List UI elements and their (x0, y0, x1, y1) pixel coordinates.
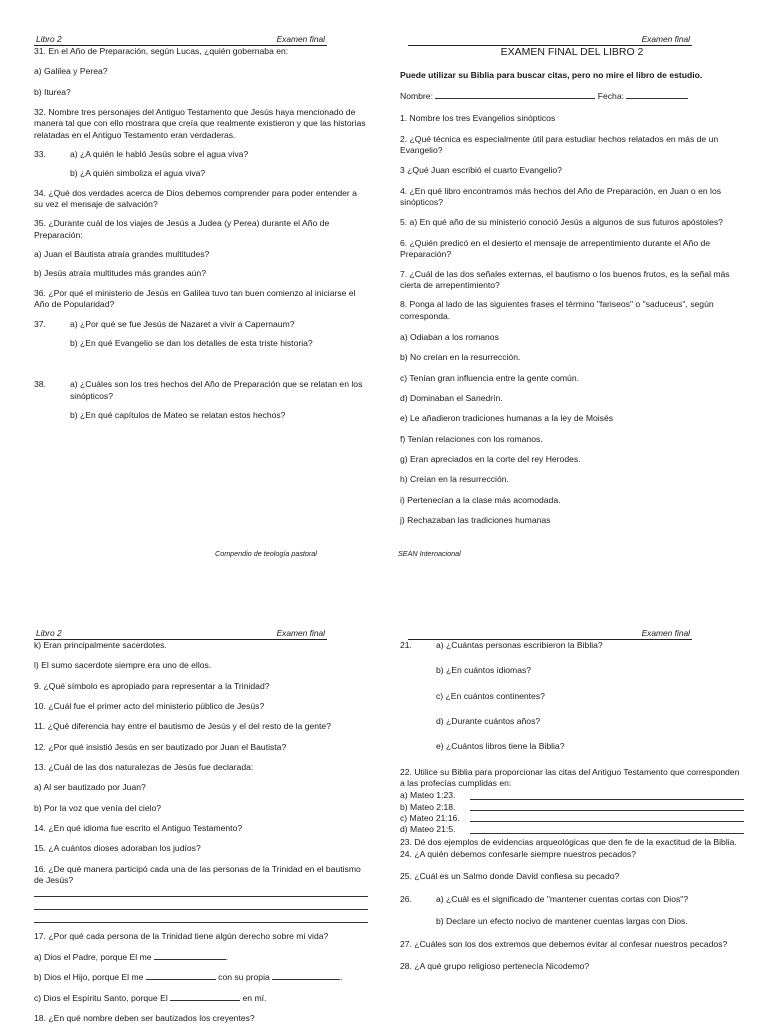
question-7: 7. ¿Cuál de las dos señales externas, el bautismo o los buenos frutos, es la señal más cierta de arrepentimiento? (400, 268, 730, 290)
answer-space (34, 357, 368, 379)
question-31: 31. En el Año de Preparación, según Lucas, ¿quién gobernaba en: (34, 46, 289, 56)
fill-blank[interactable] (170, 993, 240, 1001)
question-25: 25. ¿Cuál es un Salmo donde David confiesa su pecado? (400, 871, 620, 882)
exam-instruction: Puede utilizar su Biblia para buscar citas, pero no mire el libro de estudio. (400, 69, 703, 80)
header-right-label: Examen final (641, 628, 690, 638)
citation-label: d) Mateo 21:5. (400, 824, 456, 835)
exam-page-3 (0, 512, 384, 1024)
question-31-a: a) Galilea y Perea? (34, 66, 108, 77)
question-31-b: b) Iturea? (34, 86, 71, 97)
name-field[interactable] (435, 91, 595, 99)
name-date-row (400, 91, 744, 102)
exam-page-1 (0, 0, 384, 512)
question-text: a) ¿Cuántas personas escribieron la Biblia? (436, 640, 603, 650)
answer-line[interactable] (34, 914, 368, 923)
question-number: 33. (34, 149, 46, 160)
question-38-b: b) ¿En qué capítulos de Mateo se relatan estos hechos? (70, 409, 286, 420)
page-content (400, 640, 744, 980)
question-14: 14. ¿En qué idioma fue escrito el Antiguo Testamento? (34, 823, 243, 834)
citation-row-c (400, 813, 744, 824)
question-13-a: a) Al ser bautizado por Juan? (34, 782, 146, 793)
citation-row-b (400, 802, 744, 813)
question-26-a (400, 894, 744, 905)
question-34: 34. ¿Qué dos verdades acerca de Dios debemos comprender para poder entender a su vez el mensaje de salvación? (34, 187, 357, 210)
question-8-k: k) Eran principalmente sacerdotes. (34, 640, 167, 650)
citation-row-d (400, 824, 744, 835)
citation-field[interactable] (470, 792, 744, 800)
question-18: 18. ¿En qué nombre deben ser bautizados los creyentes? (34, 1012, 255, 1023)
question-38-a (34, 379, 368, 402)
question-37-b: b) ¿En qué Evangelio se dan los detalles de esta triste historia? (70, 337, 313, 348)
page-content (34, 640, 368, 1032)
question-8-l: l) El sumo sacerdote siempre era uno de ellos. (34, 660, 212, 671)
question-17-b: b) Dios el Hijo, porque El me con su propia . (34, 972, 343, 983)
question-12: 12. ¿Por qué insistió Jesús en ser bautizado por Juan el Bautista? (34, 741, 287, 752)
question-8-d: d) Dominaban el Sanedrín. (400, 393, 503, 404)
page-header (408, 34, 692, 46)
page-content (400, 46, 744, 535)
citation-label: c) Mateo 21:16. (400, 813, 460, 824)
question-8-i: i) Pertenecían a la clase más acomodada. (400, 494, 561, 505)
footer-left: Compendio de teología pastoral (215, 549, 317, 558)
question-1: 1. Nombre los tres Evangelios sinópticos (400, 112, 556, 123)
question-9: 9. ¿Qué símbolo es apropiado para representar a la Trinidad? (34, 680, 270, 691)
page-header (34, 628, 327, 640)
question-3: 3 ¿Qué Juan escribió el cuarto Evangelio? (400, 164, 562, 175)
question-text: c) Dios el Espíritu Santo, porque El (34, 992, 168, 1003)
question-8-e: e) Le añadieron tradiciones humanas a la ley de Moisés (400, 413, 614, 424)
question-8-b: b) No creían en la resurrección. (400, 352, 521, 363)
question-33-a (34, 149, 368, 160)
question-text: a) ¿A quién le habló Jesús sobre el agua viva? (70, 149, 249, 160)
question-text: a) ¿Por qué se fue Jesús de Nazaret a vivir a Capernaum? (70, 318, 295, 329)
question-27: 27. ¿Cuáles son los dos extremos que debemos evitar al confesar nuestros pecados? (400, 938, 728, 949)
question-11: 11. ¿Qué diferencia hay entre el bautismo de Jesús y el del resto de la gente? (34, 721, 331, 732)
date-field[interactable] (626, 91, 688, 99)
question-5: 5. a) En qué año de su ministerio conoció Jesús a algunos de sus futuros apóstoles? (400, 216, 723, 227)
citation-field[interactable] (470, 814, 744, 822)
question-23: 23. Dé dos ejemplos de evidencias arqueológicas que den fe de la exactitud de la Biblia. (400, 836, 737, 847)
question-21-e: e) ¿Cuántos libros tiene la Biblia? (436, 741, 565, 752)
name-label: Nombre: (400, 91, 433, 102)
header-right-label: Examen final (276, 34, 325, 44)
fill-blank[interactable] (146, 972, 216, 980)
question-text: en mí. (242, 992, 267, 1003)
question-text: a) ¿Cuáles son los tres hechos del Año de Preparación que se relatan en los sinópticos? (70, 379, 363, 401)
question-6: 6. ¿Quién predicó en el desierto el mensaje de arrepentimiento durante el Año de Preparación? (400, 237, 711, 260)
question-17-a: a) Dios el Padre, porque El me . (34, 951, 229, 962)
question-2: 2. ¿Qué técnica es especialmente útil para estudiar hechos relatados en más de un Evangelio? (400, 133, 719, 156)
date-label: Fecha: (597, 91, 625, 102)
question-text: a) ¿Cuál es el significado de "mantener cuentas cortas con Dios"? (436, 893, 689, 904)
question-8-j: j) Rechazaban las tradiciones humanas (400, 515, 551, 526)
question-8-g: g) Eran apreciados en la corte del rey Herodes. (400, 454, 581, 465)
header-left-label: Libro 2 (36, 628, 62, 638)
question-13: 13. ¿Cuál de las dos naturalezas de Jesús fue declarada: (34, 762, 254, 773)
question-text: con su propia (218, 972, 270, 983)
question-35-a: a) Juan el Bautista atraía grandes multitudes? (34, 249, 210, 260)
question-21-d: d) ¿Durante cuántos años? (436, 716, 541, 727)
question-21-c: c) ¿En cuántos continentes? (436, 690, 545, 701)
question-8-c: c) Tenían gran influencia entre la gente común. (400, 372, 579, 383)
question-8: 8. Ponga al lado de las siguientes frases el término "fariseos" o "saduceus", según corresponda. (400, 299, 714, 321)
citation-field[interactable] (470, 803, 744, 811)
question-36: 36. ¿Por qué el ministerio de Jesús en Galilea tuvo tan buen comienzo al iniciarse el Año de Popularidad? (34, 287, 356, 310)
page-content (34, 46, 368, 429)
question-37-a (34, 319, 368, 330)
fill-blank[interactable] (154, 952, 226, 960)
question-24: 24. ¿A quién debemos confesarle siempre nuestros pecados? (400, 849, 636, 860)
fill-blank[interactable] (272, 972, 340, 980)
exam-page-4 (384, 512, 768, 1024)
question-text: b) Dios el Hijo, porque El me (34, 972, 144, 983)
question-number: 21. (400, 640, 412, 650)
page-header (34, 34, 327, 46)
question-15: 15. ¿A cuántos dioses adoraban los judíos? (34, 843, 201, 854)
question-26-b: b) Declare un efecto nocivo de mantener cuentas largas con Dios. (436, 916, 688, 927)
question-35-b: b) Jesús atraía multitudes más grandes aún? (34, 268, 206, 279)
answer-line[interactable] (34, 901, 368, 910)
citation-field[interactable] (470, 826, 744, 834)
question-13-b: b) Por la voz que venía del cielo? (34, 802, 162, 813)
citation-row-a (400, 790, 744, 801)
question-33-b: b) ¿A quién simboliza el agua viva? (70, 168, 206, 179)
question-21-b: b) ¿En cuántos idiomas? (436, 665, 532, 676)
question-35: 35. ¿Durante cuál de los viajes de Jesús a Judea (y Perea) durante el Año de Preparación: (34, 218, 330, 240)
question-17: 17. ¿Por qué cada persona de la Trinidad tiene algún derecho sobre mi vida? (34, 931, 329, 942)
question-28: 28. ¿A qué grupo religioso pertenecía Nicodemo? (400, 960, 590, 971)
question-number: 38. (34, 379, 46, 390)
question-8-a: a) Odiaban a los romanos (400, 332, 499, 343)
question-21-a (400, 640, 744, 651)
question-number: 37. (34, 318, 46, 329)
exam-title: EXAMEN FINAL DEL LIBRO 2 (500, 46, 644, 58)
question-32: 32. Nombre tres personajes del Antiguo Testamento que Jesús haya mencionado de manera tal que con ello mostrara que creía que realmente existieron y que las historias relatadas en el Antiguo Testamento eran verdaderas. (34, 107, 366, 140)
exam-page-2 (384, 0, 768, 526)
footer-right: SEAN Internacional (398, 549, 461, 558)
question-text: a) Dios el Padre, porque El me (34, 951, 152, 962)
question-10: 10. ¿Cuál fue el primer acto del ministerio público de Jesús? (34, 701, 265, 712)
answer-line[interactable] (34, 888, 368, 897)
citation-label: b) Mateo 2:18. (400, 801, 456, 812)
page-header (408, 628, 692, 640)
header-left-label: Libro 2 (36, 34, 62, 44)
question-number: 26. (400, 893, 412, 904)
header-right-label: Examen final (641, 34, 690, 44)
question-8-h: h) Creían en la resurrección. (400, 474, 509, 485)
question-4: 4. ¿En qué libro encontramos más hechos del Año de Preparación, en Juan o en los sinópticos? (400, 185, 722, 208)
header-right-label: Examen final (276, 628, 325, 638)
question-16: 16. ¿De qué manera participó cada una de las personas de la Trinidad en el bautismo de Jesús? (34, 863, 361, 886)
question-22: 22. Utilice su Biblia para proporcionar las citas del Antiguo Testamento que corresponden a las profecías cumplidas en: (400, 766, 740, 789)
question-8-f: f) Tenían relaciones con los romanos. (400, 433, 543, 444)
question-17-c (34, 993, 368, 1004)
citation-label: a) Mateo 1:23. (400, 790, 456, 801)
